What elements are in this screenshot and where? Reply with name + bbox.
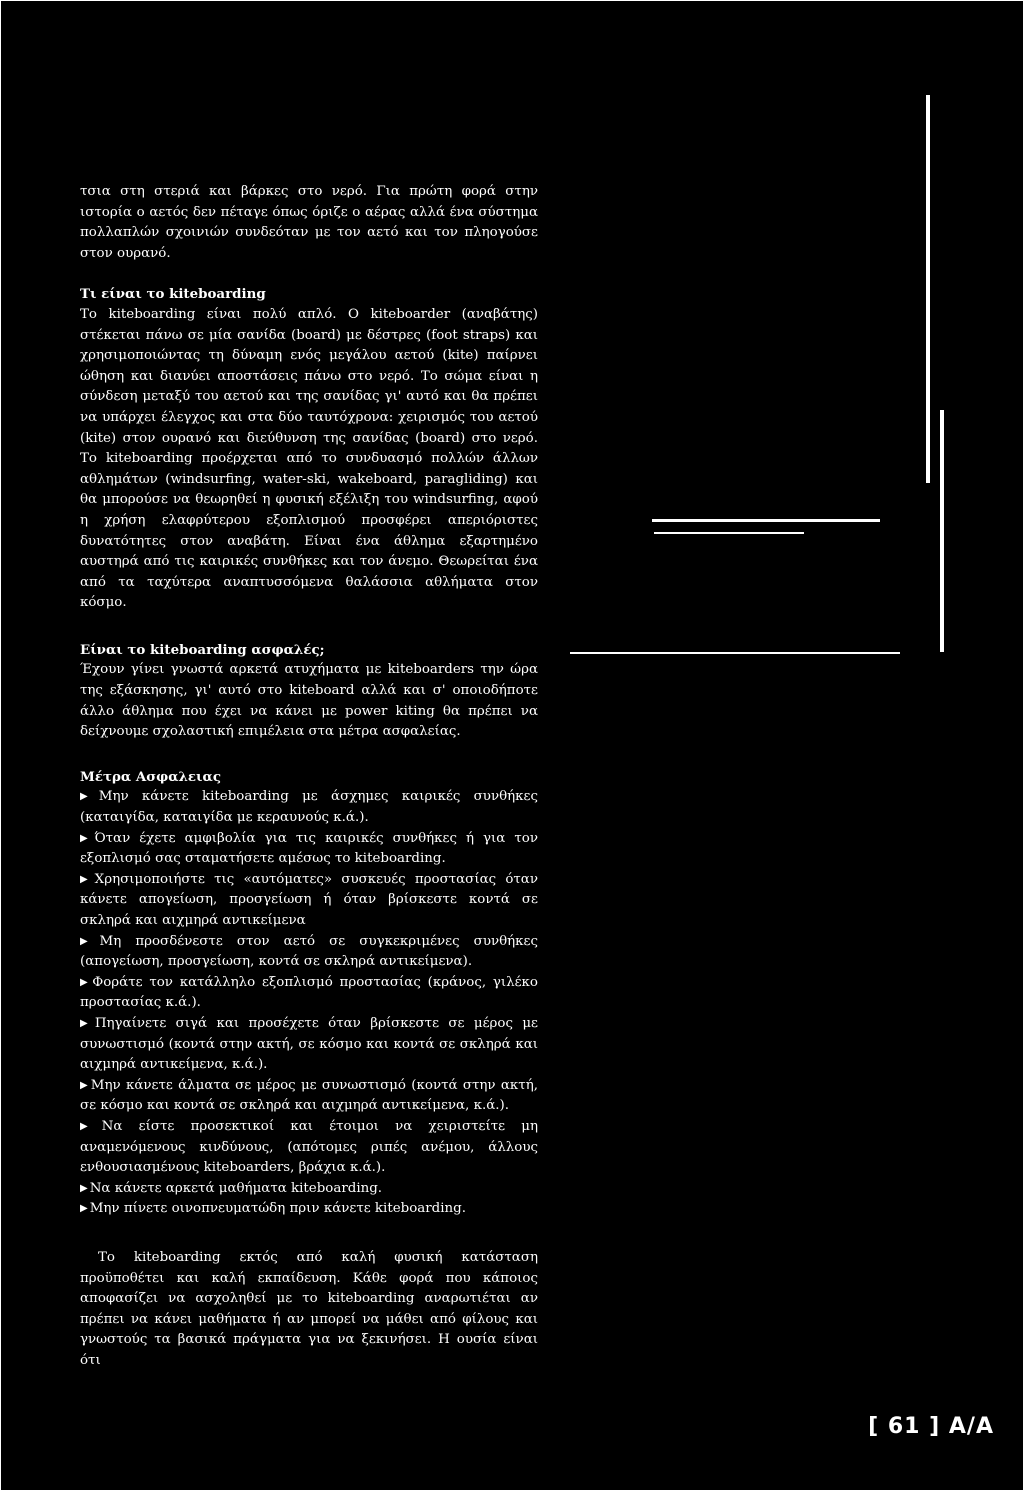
list-item: ▶ Μη προσδένεστε στον αετό σε συγκεκριμένες συνθήκες (απογείωση, προσγείωση, κοντά σε σκληρά αντικείμενα). [80,933,538,970]
bullet-arrow-icon: ▶ [80,1182,88,1194]
heading-safety-measures: Μέτρα Ασφαλειας [80,768,221,785]
heading-is-it-safe: Είναι το kiteboarding ασφαλές; [80,641,325,658]
bullet-arrow-icon: ▶ [80,1203,88,1215]
bullet-arrow-icon: ▶ [80,873,93,885]
bullet-arrow-icon: ▶ [80,1079,89,1091]
is-it-safe-paragraph: Έχουν γίνει γνωστά αρκετά ατυχήματα με kiteboarders την ώρα της εξάσκησης, γι' αυτό στο kiteboard αλλά και σ' οποιοδήποτε άλλο άθλημα που έχει να κάνει με power kiting θα πρέπει να δείχνουμε σχολαστική επιμέλεια στα μέτρα ασφαλείας. [80,662,538,740]
heading-what-is-kiteboarding: Τι είναι το kiteboarding [80,286,266,303]
list-item: ▶ Όταν έχετε αμφιβολία για τις καιρικές συνθήκες ή για τον εξοπλισμό σας σταματήσετε αμέσως το kiteboarding. [80,830,538,867]
issue-code: A/A [948,1414,994,1439]
list-item: ▶ Μην πίνετε οινοπνευματώδη πριν κάνετε kiteboarding. [80,1201,466,1217]
decorative-rule-middle-lower [654,532,804,534]
list-item: ▶ Να είστε προσεκτικοί και έτοιμοι να χειριστείτε μη αναμενόμενους κινδύνους, (απότομες ριπές ανέμου, άλλους ενθουσιασμένους kiteboarders, βράχια κ.ά.). [80,1118,538,1176]
bullet-arrow-icon: ▶ [80,1120,100,1132]
page-number: 61 [887,1414,921,1439]
decorative-rule-middle [652,519,880,522]
bullet-arrow-icon: ▶ [80,976,91,988]
decorative-rule-bottom-right [940,410,944,652]
decorative-rule-top-right [926,95,930,483]
list-item: ▶ Χρησιμοποιήστε τις «αυτόματες» συσκευές προστασίας όταν κάνετε απογείωση, προσγείωση ή όταν βρίσκεστε κοντά σε σκληρά και αιχμηρά αντικείμενα [80,871,538,928]
list-item: ▶ Μην κάνετε kiteboarding με άσχημες καιρικές συνθήκες (καταιγίδα, καταιγίδα με κεραυνούς κ.ά.). [80,789,538,826]
page-folio: [ 61 ] A/A [868,1414,994,1439]
closing-paragraph: Το kiteboarding εκτός από καλή φυσική κατάσταση προϋποθέτει και καλή εκπαίδευση. Κάθε φορά που κάποιος αποφασίζει να ασχοληθεί με το kiteboarding αναρωτιέται αν πρέπει να κάνει μαθήματα ή αν μπορεί να μάθει από φίλους και γνωστούς τα βασικά πράγματα για να ξεκινήσει. Η ουσία είναι ότι [80,1249,538,1368]
bullet-arrow-icon: ▶ [80,791,97,803]
article-body [80,182,538,1371]
what-is-paragraph: Το kiteboarding είναι πολύ απλό. Ο kiteboarder (αναβάτης) στέκεται πάνω σε μία σανίδα (board) με δέστρες (foot straps) και χρησιμοποιώντας τη δύναμη ενός μεγάλου αετού (kite) παίρνει ώθηση και διανύει αποστάσεις πάνω στο νερό. Το σώμα είναι η σύνδεση μεταξύ του αετού και της σανίδας γι' αυτό και θα πρέπει να υπάρχει έλεγχος και στα δύο ταυτόχρονα: χειρισμός του αετού (kite) στον ουρανό και διεύθυνση της σανίδας (board) στο νερό. Το kiteboarding προέρχεται από το συνδυασμό πολλών άλλων αθλημάτων (windsurfing, water-ski, wakeboard, paragliding) και θα μπορούσε να θεωρηθεί η φυσική εξέλιξη του windsurfing, αφού η χρήση ελαφρύτερου εξοπλισμού προσφέρει απεριόριστες δυνατότητες στον αναβάτη. Είναι ένα άθλημα εξαρτημένο αυστηρά από τις καιρικές συνθήκες και τον άνεμο. Θεωρείται ένα από τα ταχύτερα αναπτυσσόμενα θαλάσσια αθλήματα στον κόσμο. [80,306,538,611]
list-item: ▶ Να κάνετε αρκετά μαθήματα kiteboarding. [80,1180,383,1196]
safety-measures-list [80,787,538,1219]
intro-paragraph: τσια στη στεριά και βάρκες στο νερό. Για πρώτη φορά στην ιστορία ο αετός δεν πέταγε όπως όριζε ο αέρας αλλά ένα σύστημα πολλαπλών σχοινιών συνδεόταν με τον αετό και τον πληογούσε στον ουρανό. [80,184,538,261]
list-item: ▶ Μην κάνετε άλματα σε μέρος με συνωστισμό (κοντά στην ακτή, σε κόσμο και κοντά σε σκληρά και αιχμηρά αντικείμενα, κ.ά.). [80,1077,538,1114]
bullet-arrow-icon: ▶ [80,832,93,844]
bullet-arrow-icon: ▶ [80,1017,93,1029]
list-item: ▶ Πηγαίνετε σιγά και προσέχετε όταν βρίσκεστε σε μέρος με συνωστισμό (κοντά στην ακτή, σε κόσμο και κοντά σε σκληρά και αιχμηρά αντικείμενα, κ.ά.). [80,1015,538,1073]
decorative-rule-bottom [570,652,900,654]
bullet-arrow-icon: ▶ [80,935,98,947]
list-item: ▶ Φοράτε τον κατάλληλο εξοπλισμό προστασίας (κράνος, γιλέκο προστασίας κ.ά.). [80,974,538,1011]
